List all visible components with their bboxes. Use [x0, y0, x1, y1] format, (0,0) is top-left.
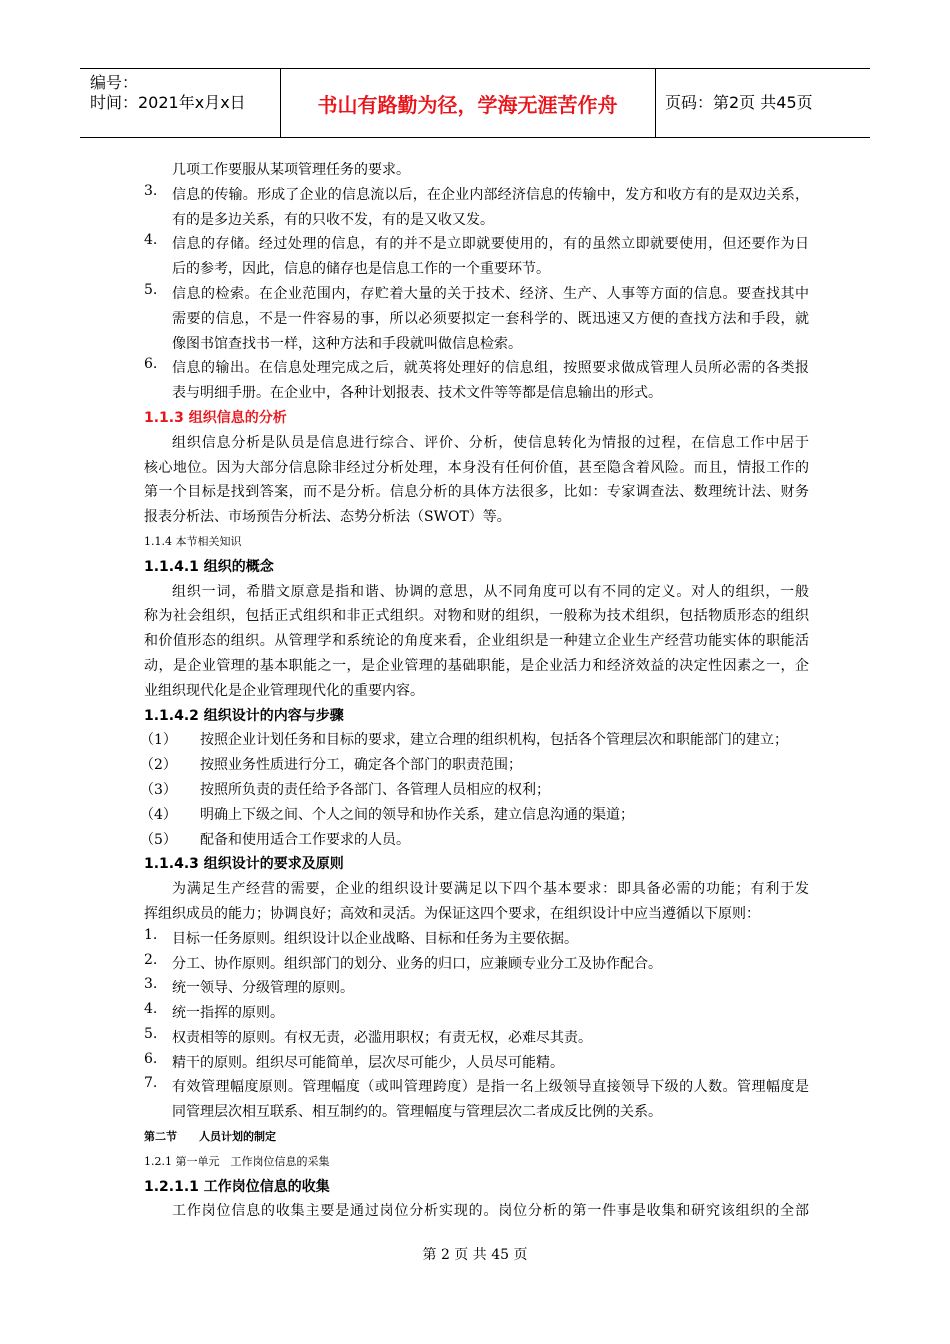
page-header	[80, 68, 870, 138]
paragraph-line: 动，是企业管理的基本职能之一，是企业管理的基础职能，是企业活力和经济效益的决定性因素之一，企	[144, 657, 809, 674]
heading-1-1-4-3: 1.1.4.3 组织设计的要求及原则	[144, 856, 344, 873]
principle-line: 统一指挥的原则。	[172, 1005, 284, 1022]
principle-line: 同管理层次相互联系、相互制约的。管理幅度与管理层次二者成反比例的关系。	[172, 1104, 662, 1121]
principle-number: 6.	[144, 1050, 158, 1067]
page-footer: 第 2 页 共 45 页	[422, 1247, 528, 1263]
principle-line: 目标一任务原则。组织设计以企业战略、目标和任务为主要依据。	[172, 930, 578, 947]
paragraph-line: 核心地位。因为大部分信息除非经过分析处理，本身没有任何价值，甚至隐含着风险。而且，情报工作的	[144, 459, 809, 476]
list-item	[144, 232, 809, 282]
step-text: 明确上下级之间、个人之间的领导和协作关系，建立信息沟通的渠道；	[200, 806, 634, 823]
heading-1-2-1-1: 1.2.1.1 工作岗位信息的收集	[144, 1178, 330, 1195]
principle-number: 2.	[144, 951, 158, 968]
principle-number: 3.	[144, 976, 158, 993]
principle-line: 权责相等的原则。有权无责，必滥用职权；有责无权，必难尽其责。	[172, 1029, 592, 1046]
step-text: 按照企业计划任务和目标的要求，建立合理的组织机构，包括各个管理层次和职能部门的建立；	[200, 732, 788, 749]
principle-line: 精干的原则。组织尽可能简单，层次尽可能少，人员尽可能精。	[172, 1054, 564, 1071]
paragraph-line: 组织信息分析是队员是信息进行综合、评价、分析，使信息转化为情报的过程，在信息工作中居于	[172, 434, 809, 451]
section-2-heading: 第二节 人员计划的制定	[144, 1130, 276, 1144]
principle-item	[144, 1051, 809, 1076]
principle-item	[144, 1075, 809, 1125]
page-info: 页码：第2页 共45页	[665, 93, 813, 112]
principle-item	[144, 976, 809, 1001]
heading-1-1-4: 1.1.4 本节相关知识	[144, 534, 242, 548]
paragraph-line: 报表分析法、市场预告分析法、态势分析法（SWOT）等。	[144, 509, 511, 526]
principle-number: 5.	[144, 1025, 158, 1042]
list-number: 3.	[144, 182, 158, 199]
date-label: 时间：2021年x月x日	[90, 93, 246, 112]
list-number: 5.	[144, 281, 158, 298]
principle-number: 4.	[144, 1001, 158, 1018]
step-text: 按照业务性质进行分工，确定各个部门的职责范围；	[200, 757, 522, 774]
principle-item	[144, 1026, 809, 1051]
list-line: 需要的信息，不是一件容易的事，所以必须要拟定一套科学的、既迅速又方便的查找方法和手段，就	[172, 310, 809, 327]
list-line: 信息的检索。在企业范围内，存贮着大量的关于技术、经济、生产、人事等方面的信息。要查找其中	[172, 285, 809, 302]
list-item	[144, 282, 809, 356]
paragraph-line: 第一个目标是找到答案，而不是分析。信息分析的具体方法很多，比如：专家调查法、数理统计法、财务	[144, 484, 809, 501]
principle-item	[144, 1001, 809, 1026]
list-item	[144, 183, 809, 233]
heading-1-1-4-2: 1.1.4.2 组织设计的内容与步骤	[144, 707, 344, 724]
heading-1-2-1: 1.2.1 第一单元 工作岗位信息的采集	[144, 1154, 330, 1168]
step-item	[140, 803, 809, 828]
intro-line: 几项工作要服从某项管理任务的要求。	[172, 162, 410, 178]
list-line: 表与明细手册。在企业中，各种计划报表、技术文件等等都是信息输出的形式。	[172, 385, 662, 402]
header-left-cell	[80, 69, 281, 137]
paragraph-line: 和价值形态的组织。从管理学和系统论的角度来看，企业组织是一种建立企业生产经营功能实体的职能活	[144, 633, 809, 650]
step-item	[140, 728, 809, 753]
list-line: 后的参考，因此，信息的储存也是信息工作的一个重要环节。	[172, 261, 550, 278]
list-number: 6.	[144, 356, 158, 373]
header-page-cell	[655, 69, 870, 137]
paragraph-line: 组织一词，希腊文原意是指和谐、协调的意思，从不同角度可以有不同的定义。对人的组织，一般	[172, 583, 809, 600]
header-motto-cell	[280, 69, 656, 137]
paragraph-line: 业组织现代化是企业管理现代化的重要内容。	[144, 682, 424, 699]
step-item	[140, 753, 809, 778]
principle-line: 有效管理幅度原则。管理幅度（或叫管理跨度）是指一名上级领导直接领导下级的人数。管理幅度是	[172, 1079, 809, 1096]
number-label: 编号：	[90, 73, 139, 92]
paragraph-line: 挥组织成员的能力；协调良好；高效和灵活。为保证这四个要求，在组织设计中应当遵循以下原则：	[144, 905, 760, 922]
principle-number: 1.	[144, 926, 158, 943]
principle-item	[144, 927, 809, 952]
list-number: 4.	[144, 232, 158, 249]
list-line: 信息的存储。经过处理的信息，有的并不是立即就要使用的，有的虽然立即就要使用，但还要作为日	[172, 236, 809, 253]
motto-text: 书山有路勤为径，学海无涯苦作舟	[317, 93, 618, 117]
step-number: （4）	[140, 806, 177, 823]
step-number: （5）	[140, 831, 177, 848]
step-item	[140, 828, 809, 853]
paragraph-line: 为满足生产经营的需要，企业的组织设计要满足以下四个基本要求：即具备必需的功能；有利于发	[172, 881, 809, 898]
step-number: （2）	[140, 757, 177, 774]
step-number: （3）	[140, 781, 177, 798]
list-item	[144, 356, 809, 406]
principle-number: 7.	[144, 1075, 158, 1092]
step-text: 按照所负责的责任给予各部门、各管理人员相应的权利；	[200, 781, 550, 798]
step-item	[140, 778, 809, 803]
list-line: 有的是多边关系，有的只收不发，有的是又收又发。	[172, 211, 494, 228]
document-body	[140, 158, 809, 1224]
list-line: 信息的输出。在信息处理完成之后，就英将处理好的信息组，按照要求做成管理人员所必需的各类报	[172, 360, 809, 377]
principle-item	[144, 952, 809, 977]
step-text: 配备和使用适合工作要求的人员。	[200, 831, 410, 848]
heading-1-1-4-1: 1.1.4.1 组织的概念	[144, 558, 274, 575]
step-number: （1）	[140, 732, 177, 749]
principle-line: 分工、协作原则。组织部门的划分、业务的归口，应兼顾专业分工及协作配合。	[172, 955, 662, 972]
paragraph-line: 工作岗位信息的收集主要是通过岗位分析实现的。岗位分析的第一件事是收集和研究该组织的全部	[172, 1203, 809, 1220]
list-line: 信息的传输。形成了企业的信息流以后，在企业内部经济信息的传输中，发方和收方有的是双边关系，	[172, 186, 809, 203]
paragraph-line: 称为社会组织，包括正式组织和非正式组织。对物和财的组织，一般称为技术组织，包括物质形态的组织	[144, 608, 809, 625]
principle-line: 统一领导、分级管理的原则。	[172, 980, 354, 997]
heading-1-1-3: 1.1.3 组织信息的分析	[144, 409, 287, 426]
list-line: 像图书馆查找书一样，这种方法和手段就叫做信息检索。	[172, 335, 522, 352]
